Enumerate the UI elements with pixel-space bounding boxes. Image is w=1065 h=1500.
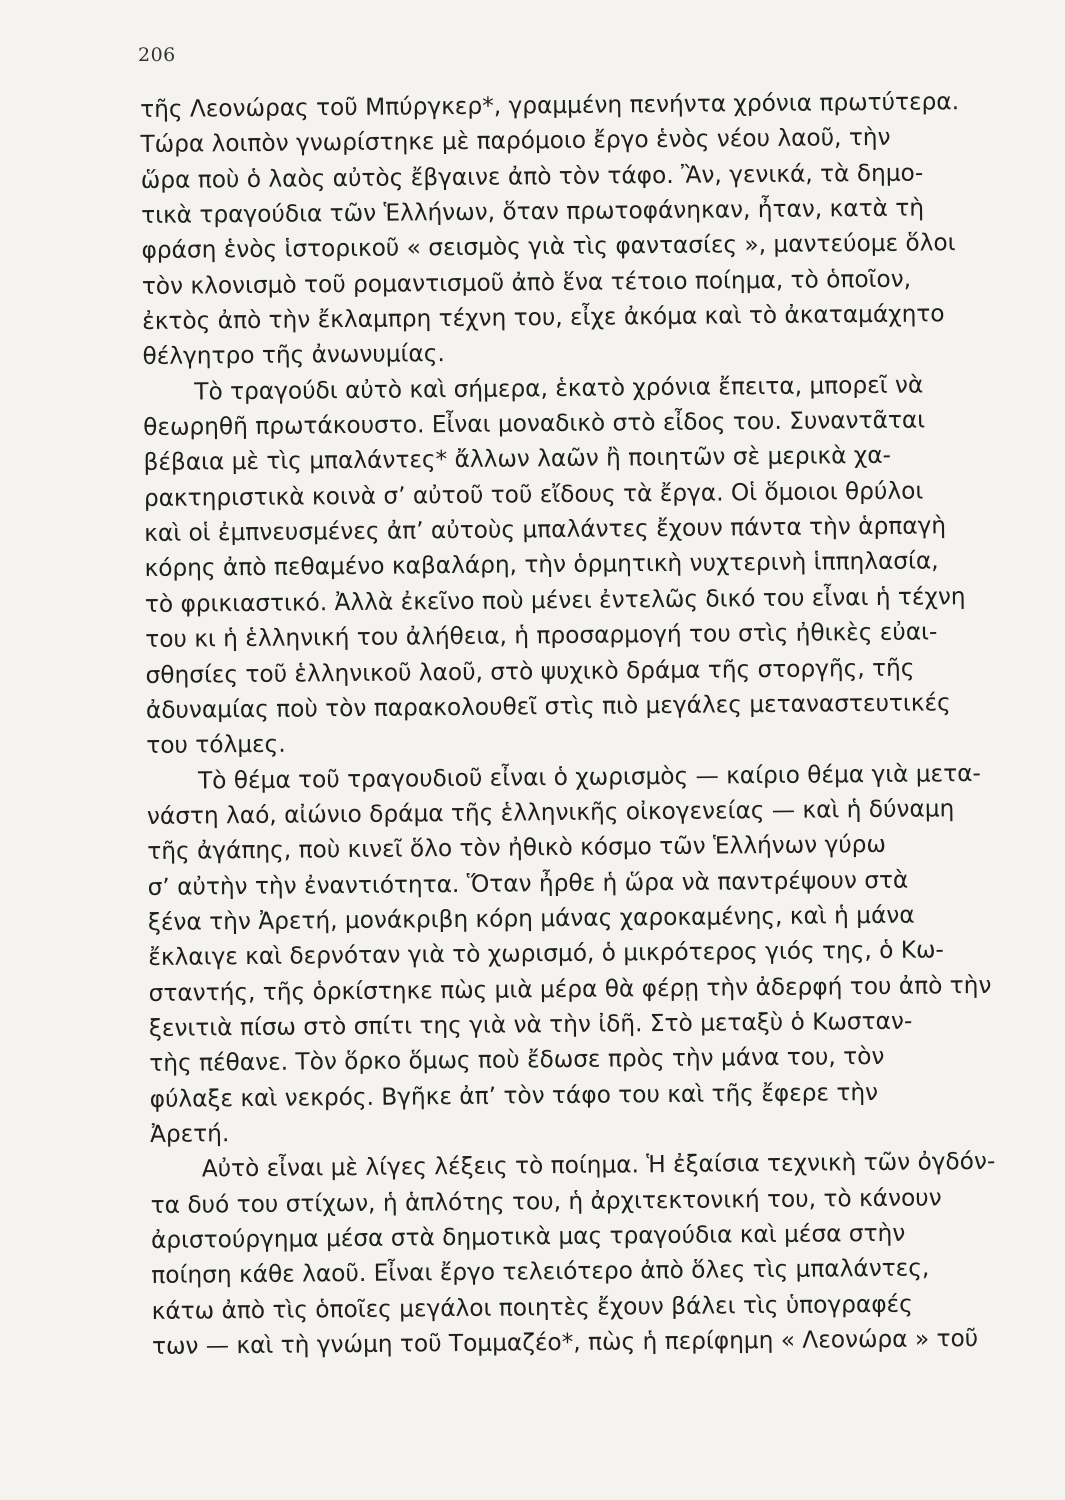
text-line: σ’ αὐτὴν τὴν ἐναντιότητα. Ὅταν ἦρθε ἡ ὥρα νὰ παντρέψουν στὰ [147,865,909,901]
text-line: ποίηση κάθε λαοῦ. Εἶναι ἔργο τελειότερο ἀπὸ ὅλες τὶς μπαλάντες, [151,1253,930,1290]
text-line: σταντής, τῆς ὁρκίστηκε πὼς μιὰ μέρα θὰ φέρῃ τὴν ἀδερφή του ἀπὸ τὴν [148,970,992,1007]
text-line: νάστη λαό, αἰώνιο δράμα τῆς ἑλληνικῆς οἰκογενείας — καὶ ἡ δύναμη [146,794,955,830]
page-number: 206 [138,44,176,66]
text-line: Ἀρετή. [149,1119,230,1148]
text-line: ἔκλαιγε καὶ δερνόταν γιὰ τὸ χωρισμό, ὁ μικρότερος γιός της, ὁ Κω- [148,935,944,972]
text-line: τὴς πέθανε. Τὸν ὅρκο ὅμως ποὺ ἔδωσε πρὸς τὴν μάνα του, τὸν [149,1042,885,1078]
text-line: θεωρηθῆ πρωτάκουστο. Εἶναι μοναδικὸ στὸ εἶδος του. Συναντᾶται [143,405,926,442]
text-line: βέβαια μὲ τὶς μπαλάντες* ἄλλων λαῶν ἢ ποιητῶν σὲ μερικὰ χα- [143,441,892,477]
text-line: ὥρα ποὺ ὁ λαὸς αὐτὸς ἔβγαινε ἀπὸ τὸν τάφο. Ἂν, γενικά, τὰ δημο- [140,158,924,194]
text-line: ξενιτιὰ πίσω στὸ σπίτι της γιὰ νὰ τὴν ἰδῆ. Στὸ μεταξὺ ὁ Κωσταν- [148,1006,913,1042]
text-line: ἐκτὸς ἀπὸ τὴν ἔκλαμπρη τέχνη του, εἶχε ἀκόμα καὶ τὸ ἀκαταμάχητο [142,299,945,336]
text-line: ἀριστούργημα μέσα στὰ δημοτικὰ μας τραγούδια καὶ μέσα στὴν [150,1218,906,1254]
text-line: Τὸ τραγούδι αὐτὸ καὶ σήμερα, ἑκατὸ χρόνια ἔπειτα, μπορεῖ νὰ [194,370,924,406]
text-line: κόρης ἀπὸ πεθαμένο καβαλάρη, τὴν ὁρμητικὴ νυχτερινὴ ἱππηλασία, [144,546,939,583]
text-line: κάτω ἀπὸ τὶς ὁποῖες μεγάλοι ποιητὲς ἔχουν βάλει τὶς ὑπογραφές [151,1289,913,1325]
body-text [140,83,1042,1364]
text-line: θέλγητρο τῆς ἀνωνυμίας. [142,339,445,371]
text-line: φράση ἑνὸς ἱστορικοῦ « σεισμὸς γιὰ τὶς φαντασίες », μαντεύομε ὅλοι [141,228,956,265]
text-line: Τὸ θέμα τοῦ τραγουδιοῦ εἶναι ὁ χωρισμὸς — καίριο θέμα γιὰ μετα- [197,758,981,795]
text-line: του τόλμες. [146,729,286,760]
text-line: τα δυό του στίχων, ἡ ἁπλότης του, ἡ ἀρχιτεκτονική του, τὸ κάνουν [150,1183,942,1219]
text-line: φύλαξε καὶ νεκρός. Βγῆκε ἀπ’ τὸν τάφο του καὶ τῆς ἔφερε τὴν [149,1077,879,1113]
text-line: ξένα τὴν Ἀρετή, μονάκριβη κόρη μάνας χαροκαμένης, καὶ ἡ μάνα [147,900,915,936]
text-line: Τώρα λοιπὸν γνωρίστηκε μὲ παρόμοιο ἔργο ἑνὸς νέου λαοῦ, τὴν [140,123,891,159]
text-line: τὸ φρικιαστικό. Ἀλλὰ ἐκεῖνο ποὺ μένει ἐντελῶς δικό του εἶναι ἡ τέχνη [144,581,966,618]
text-line: τῆς ἀγάπης, ποὺ κινεῖ ὅλο τὸν ἠθικὸ κόσμο τῶν Ἑλλήνων γύρω [147,830,887,866]
text-line: τὸν κλονισμὸ τοῦ ρομαντισμοῦ ἀπὸ ἕνα τέτοιο ποίημα, τὸ ὁποῖον, [141,264,912,300]
text-line: Αὐτὸ εἶναι μὲ λίγες λέξεις τὸ ποίημα. Ἡ ἐξαίσια τεχνικὴ τῶν ὀγδόν- [201,1147,996,1183]
text-line: τῆς Λεονώρας τοῦ Μπύργκερ*, γραμμένη πενήντα χρόνια πρωτύτερα. [140,87,960,123]
text-line: ἀδυναμίας ποὺ τὸν παρακολουθεῖ στὶς πιὸ μεγάλες μεταναστευτικές [145,688,951,724]
text-line: του κι ἡ ἑλληνική του ἀλήθεια, ἡ προσαρμογή του στὶς ἠθικὲς εὐαι- [145,617,938,654]
text-line: σθησίες τοῦ ἑλληνικοῦ λαοῦ, στὸ ψυχικὸ δράμα τῆς στοργῆς, τῆς [145,653,915,689]
text-line: καὶ οἱ ἐμπνευσμένες ἀπ’ αὐτοὺς μπαλάντες ἔχουν πάντα τὴν ἁρπαγὴ [144,511,947,548]
text-line: ρακτηριστικὰ κοινὰ σ’ αὐτοῦ τοῦ εἴδους τὰ ἔργα. Οἱ ὅμοιοι θρύλοι [143,476,924,512]
text-line: τικὰ τραγούδια τῶν Ἑλλήνων, ὅταν πρωτοφάνηκαν, ἦταν, κατὰ τὴ [141,193,925,230]
text-line: των — καὶ τὴ γνώμη τοῦ Τομμαζέο*, πὼς ἡ περίφημη « Λεονώρα » τοῦ [151,1324,979,1360]
